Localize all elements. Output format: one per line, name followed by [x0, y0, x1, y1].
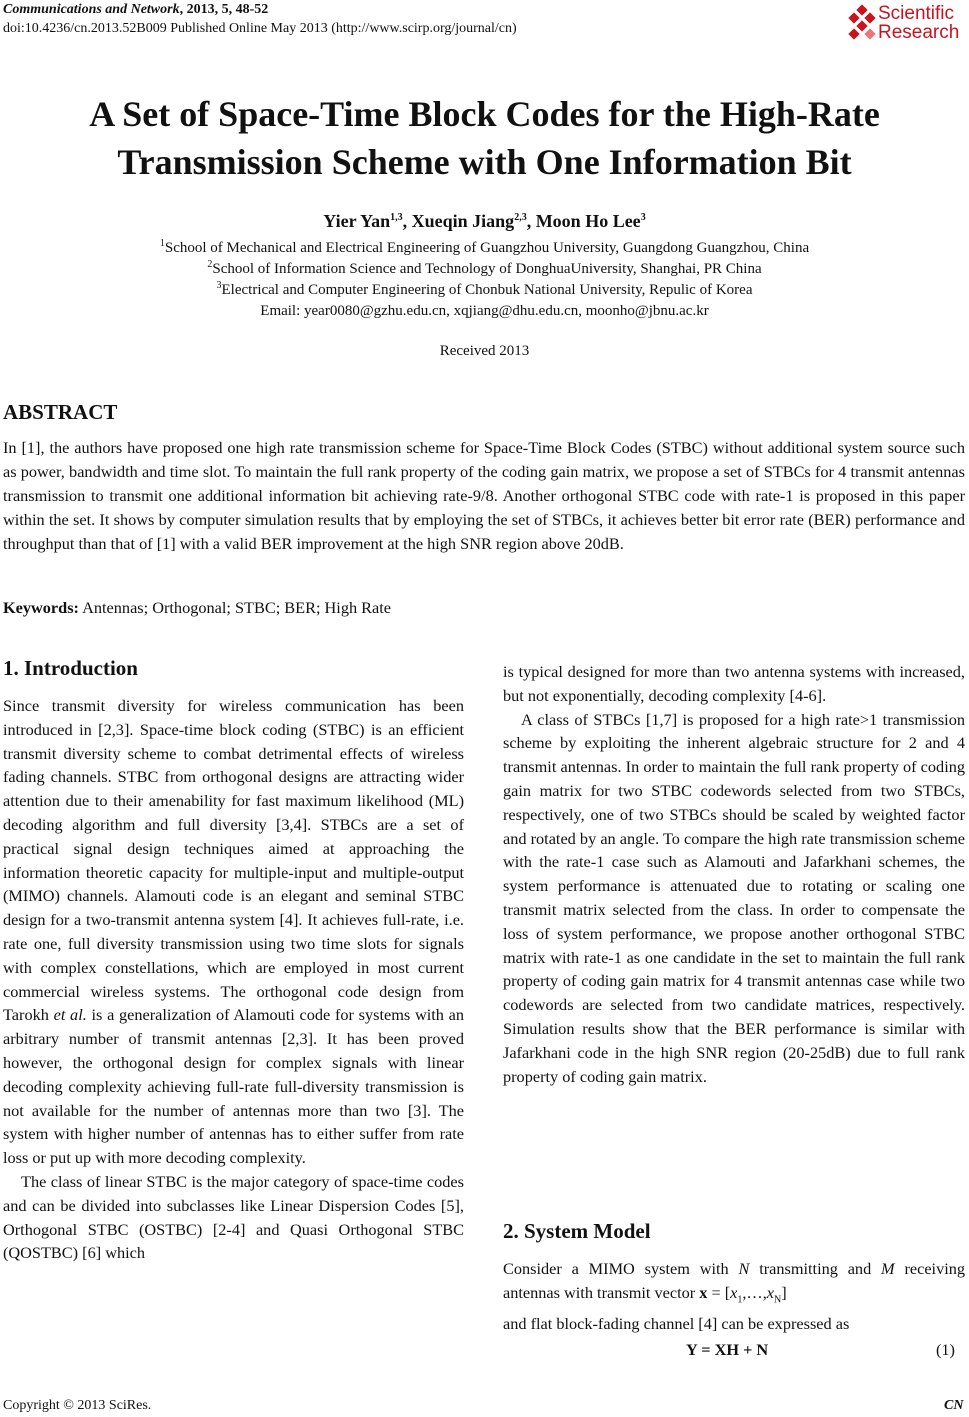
affiliation-1: [0, 240, 969, 257]
title-line-1: A Set of Space-Time Block Codes for the High-Rate: [89, 94, 880, 134]
intro-p1-part-b: is a generalization of Alamouti code for systems with an arbitrary number of transmit antennas [2,3]. It has been proved however, the orthogonal design for complex signals with linear decoding complexity achieving full-rate full-diversity transmission is not available for the number of antennas more than two [3]. The system with higher number of antennas has to either suffer from rate loss or put up with more decoding complexity.: [3, 1005, 464, 1168]
scientific-research-logo: [848, 4, 966, 44]
element-x1: x: [730, 1282, 738, 1302]
element-x1-sub: 1: [737, 1294, 743, 1306]
author-1: Yier Yan: [323, 211, 391, 231]
sysmodel-text-a: Consider a MIMO system with: [503, 1259, 739, 1278]
affiliation-3-sup: 3: [216, 280, 222, 291]
author-2-affil: 2,3: [514, 212, 527, 223]
author-3: , Moon Ho Lee: [526, 211, 641, 231]
paper-title: [0, 90, 969, 186]
affiliation-3-text: Electrical and Computer Engineering of Chonbuk National University, Repulic of Korea: [221, 282, 753, 298]
journal-abbreviation: CN: [944, 1398, 964, 1413]
vector-close: ]: [781, 1282, 787, 1302]
author-3-affil: 3: [640, 212, 646, 223]
logo-text-line1: Scientific: [878, 3, 955, 24]
author-list: [0, 211, 969, 232]
affiliation-1-text: School of Mechanical and Electrical Engineering of Guangzhou University, Guangdong Guangzhou, China: [164, 240, 810, 256]
abstract-text: In [1], the authors have proposed one high rate transmission scheme for Space-Time Block Codes (STBC) without additional system source such as power, bandwidth and time slot. To maintain the full rank property of the coding gain matrix, we propose a set of STBCs for 4 transmit antennas transmission to transmit one additional information bit achieving rate-9/8. Another orthogonal STBC code with rate-1 is proposed in this paper within the set. It shows by computer simulation results that by employing the set of STBCs, it achieves better bit error rate (BER) performance and throughput than that of [1] with a valid BER improvement at the high SNR region above 20dB.: [3, 438, 965, 553]
received-date: Received 2013: [439, 343, 530, 359]
affiliation-3: [0, 282, 969, 299]
intro-paragraph-2-continued: is typical designed for more than two antenna systems with increased, but not exponentially, decoding complexity [4-6].: [503, 662, 965, 705]
author-1-affil: 1,3: [390, 212, 403, 223]
intro-paragraph-2: The class of linear STBC is the major category of space-time codes and can be divided into subclasses like Linear Dispersion Codes [5], Orthogonal STBC (OSTBC) [2-4] and Quasi Orthogonal STBC (QOSTBC) [6] which: [3, 1171, 464, 1263]
left-column: [3, 694, 464, 1265]
intro-p1-etal: et al.: [53, 1005, 87, 1025]
section-1-heading: 1. Introduction: [3, 656, 138, 680]
equation-1: Y = XH + N: [686, 1340, 769, 1359]
intro-p1-part-a: Since transmit diversity for wireless communication has been introduced in [2,3]. Space-time block coding (STBC) is an efficient transmit diversity scheme to combat detrimental effects of wireless fading channels. STBC from orthogonal designs are attracting wider attention due to their amenability for fast maximum likelihood (ML) decoding algorithm and full diversity [3,4]. STBCs are a set of practical signal design techniques aimed at approaching the information theoretic capacity for multiple-input and multiple-output (MIMO) channels. Alamouti code is an elegant and seminal STBC design for a two-transmit antenna system [4]. It achieves full-rate, i.e. rate one, full diversity transmission using two time slots for signals with complex constellations, which are employed in most current commercial wireless systems. The orthogonal code design from Tarokh: [3, 696, 464, 1025]
right-column: [503, 660, 965, 1088]
intro-paragraph-3: A class of STBCs [1,7] is proposed for a high rate>1 transmission scheme by exploiting the inherent algebraic structure for 2 and 4 transmit antennas. In order to maintain the full rank property of coding gain matrix for two STBC codewords selected from two STBCs, respectively, one of two STBCs should be scaled by weighted factor and rotated by an angle. To compare the high rate transmission scheme with the rate-1 case such as Alamouti and Jafarkhani schemes, the system performance is attenuated due to rotating or scaling one transmit matrix selected from the class. In order to compensate the loss of system performance, we propose another orthogonal STBC matrix with rate-1 as one candidate in the set to maintain the full rank property of coding gain matrix for 4 transmit antennas case while two codewords are selected from two candidate matrices, respectively. Simulation results show that the BER performance is similar with Jafarkhani code in the high SNR region (20-25dB) due to full rank property of coding gain matrix.: [503, 709, 965, 1086]
intro-paragraph-1: [3, 694, 464, 1170]
email-line: Email: year0080@gzhu.edu.cn, xqjiang@dhu.edu.cn, moonho@jbnu.ac.kr: [260, 303, 709, 319]
symbol-M: M: [881, 1259, 895, 1278]
symbol-N: N: [738, 1259, 750, 1278]
title-line-2: Transmission Scheme with One Information Bit: [117, 142, 852, 182]
logo-text-line2: Research: [878, 22, 960, 43]
journal-citation: , 2013, 5, 48-52: [179, 2, 269, 17]
element-xN: x: [766, 1282, 775, 1302]
ellipsis: ,…,: [742, 1282, 767, 1302]
journal-name: Communications and Network: [3, 2, 180, 17]
affiliation-2-text: School of Information Science and Technology of DonghuaUniversity, Shanghai, PR China: [212, 261, 762, 277]
logo-mark-icon: [848, 4, 880, 44]
affiliation-2-sup: 2: [207, 259, 213, 270]
doi-line: doi:10.4236/cn.2013.52B009 Published Online May 2013 (http://www.scirp.org/journal/cn): [3, 21, 517, 36]
journal-header: [3, 2, 268, 18]
author-2: , Xueqin Jiang: [402, 211, 515, 231]
equation-1-number: (1): [936, 1340, 955, 1359]
sysmodel-text-b: transmitting and: [749, 1259, 882, 1278]
copyright: Copyright © 2013 SciRes.: [3, 1398, 152, 1413]
section-2-heading: 2. System Model: [503, 1219, 651, 1243]
keywords-label: Keywords:: [3, 598, 79, 617]
keywords: [3, 598, 391, 618]
vector-x: x: [699, 1282, 708, 1302]
vector-eq: = [: [707, 1282, 731, 1302]
abstract-heading: ABSTRACT: [3, 400, 118, 424]
affiliation-2: [0, 261, 969, 278]
system-model-paragraph: [503, 1257, 965, 1336]
affiliation-1-sup: 1: [159, 238, 165, 249]
keywords-text: Antennas; Orthogonal; STBC; BER; High Rate: [78, 598, 392, 617]
sysmodel-text-c: receiving antennas with transmit vector: [503, 1259, 966, 1302]
sysmodel-text-d: and flat block-fading channel [4] can be expressed as: [503, 1313, 850, 1333]
element-xN-sub: N: [774, 1294, 782, 1306]
